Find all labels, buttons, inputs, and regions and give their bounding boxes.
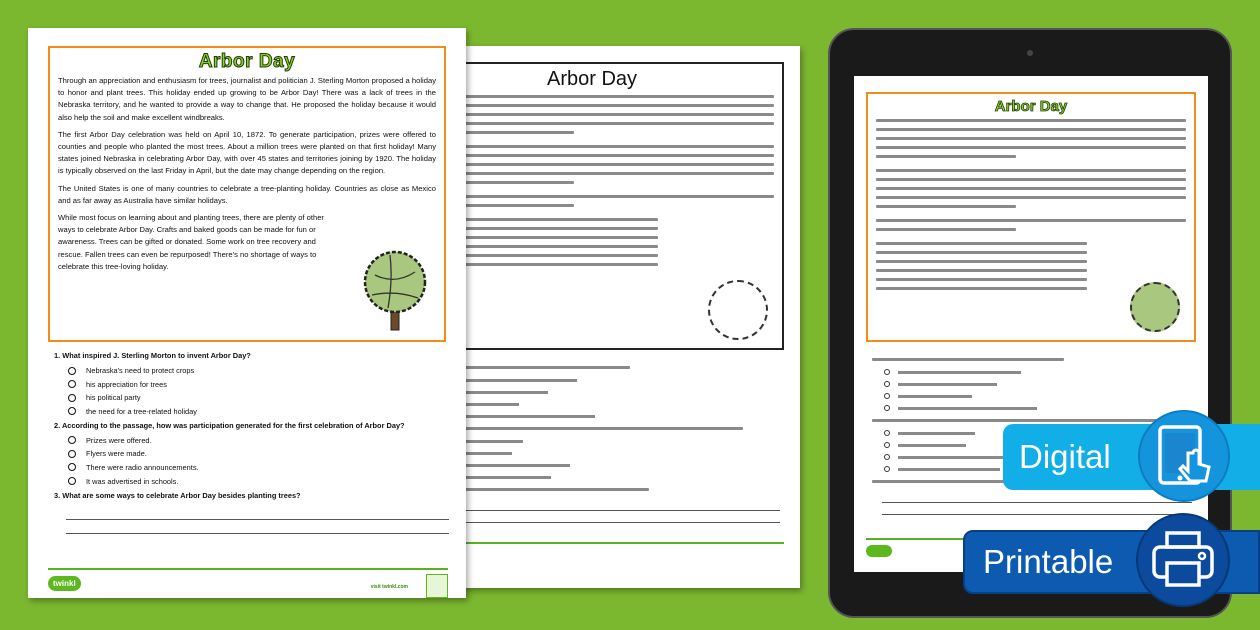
radio-button [884,454,890,460]
text-line-placeholder [876,287,1087,290]
tree-illustration-icon [1130,282,1180,332]
answer-option[interactable] [68,477,449,486]
tablet-screen [854,76,1208,572]
answer-option [418,438,780,444]
radio-button [884,466,890,472]
text-line-placeholder [876,178,1186,181]
visit-link[interactable]: visit twinkl.com [370,584,408,590]
paragraph: While most focus on learning about and planting trees, there are plenty of other ways to celebrate Arbor Day. Crafts and baked goods can be made for fun or awareness. Trees can be gifted or donated. Some work on tree recovery and rescue. Fallen trees can even be repurposed! There's no shortage of ways to celebrate this tree-loving holiday. [58,213,324,271]
radio-button[interactable] [68,463,76,471]
digital-label: Digital [1019,438,1111,475]
option-label: his appreciation for trees [86,379,167,389]
text-line-placeholder [898,407,1037,410]
text-line-placeholder [898,468,1000,471]
reading-passage-box [866,92,1196,342]
text-line-placeholder [876,128,1186,131]
answer-option [418,450,780,456]
radio-button [884,405,890,411]
radio-button[interactable] [68,407,76,415]
text-line-placeholder [876,187,1186,190]
text-line-placeholder [876,196,1186,199]
answer-line[interactable] [66,506,449,520]
radio-button [884,442,890,448]
text-line-placeholder [898,395,972,398]
answer-option [418,413,780,419]
reading-passage-box [48,46,446,342]
text-line-placeholder [898,456,1015,459]
answer-option[interactable] [68,436,449,445]
text-line-placeholder [876,251,1087,254]
answer-line [882,503,1192,515]
answer-option [884,369,1192,375]
radio-button[interactable] [68,450,76,458]
printer-icon [1136,513,1230,607]
option-label: Prizes were offered. [86,435,152,445]
radio-button [884,369,890,375]
answer-option [884,381,1192,387]
twinkl-logo-icon [866,545,892,557]
paragraph: The United States is one of many countries to celebrate a tree-planting holiday. Countries as close as Mexico and as far away as Australia have similar holidays. [58,183,436,205]
worksheet-title: Arbor Day [546,68,638,90]
text-line-placeholder [876,146,1186,149]
text-line-placeholder [898,383,997,386]
option-label: Flyers were made. [86,449,147,459]
question-3: 3. What are some ways to celebrate Arbor Day besides planting trees? [54,490,301,500]
answer-option[interactable] [68,366,449,375]
question-1: 1. What inspired J. Sterling Morton to invent Arbor Day? [54,351,251,360]
camera-icon [1027,50,1033,56]
answer-option [418,401,780,407]
answer-option [418,462,780,468]
option-label: There were radio announcements. [86,462,199,472]
worksheet-title: Arbor Day [198,51,296,72]
text-line-placeholder [876,219,1186,222]
radio-button [884,393,890,399]
quality-badge-icon [426,574,448,598]
paragraph: Through an appreciation and enthusiasm for trees, journalist and politician J. Sterling Morton proposed a holiday to honor and plant trees. This holiday ended up growing to be Arbor Day! There was a lack of trees in the Nebraska territory, and he wanted to provide a way to change that. He proposed the holiday because it would also help the soil and make excellent windbreaks. [58,76,436,122]
text-line-placeholder [876,260,1087,263]
tree-illustration-icon [708,280,768,340]
answer-option [418,389,780,395]
radio-button[interactable] [68,394,76,402]
option-label: It was advertised in schools. [86,476,179,486]
twinkl-logo: twinkl [48,576,81,591]
text-line-placeholder [898,432,975,435]
answer-line [416,499,780,511]
radio-button[interactable] [68,367,76,375]
text-line-placeholder [872,419,1160,422]
option-label: the need for a tree-related holiday [86,406,197,416]
paragraph: The first Arbor Day celebration was held on April 10, 1872. To generate participation, prizes were offered to counties and people who planted the most trees. About a million trees were planted on that first holiday! Many states joined Nebraska in celebrating Arbor Day, with over 45 states and territories joining by 1920. The holiday is typically observed on the last Friday in April, but the date may change depending on the region. [58,129,436,176]
text-line-placeholder [876,228,1016,231]
text-line-placeholder [876,269,1087,272]
text-line-placeholder [898,371,1021,374]
answer-line [882,491,1192,503]
questions-section [54,346,449,534]
answer-option [884,405,1192,411]
answer-option [418,377,780,383]
text-line-placeholder [876,155,1016,158]
answer-line[interactable] [66,520,449,534]
radio-button[interactable] [68,380,76,388]
answer-option [418,474,780,480]
radio-button[interactable] [68,436,76,444]
text-line-placeholder [876,137,1186,140]
worksheet-page-front [28,28,466,598]
answer-option[interactable] [68,380,449,389]
radio-button [884,381,890,387]
answer-option [884,393,1192,399]
tree-illustration-icon [360,250,430,332]
text-line-placeholder [876,205,1016,208]
printable-label: Printable [983,543,1114,580]
radio-button [884,430,890,436]
option-label: Nebraska's need to protect crops [86,366,195,375]
answer-option[interactable] [68,449,449,458]
text-line-placeholder [876,119,1186,122]
worksheet-title: Arbor Day [994,98,1068,115]
answer-option[interactable] [68,463,449,472]
text-line-placeholder [876,169,1186,172]
radio-button[interactable] [68,477,76,485]
answer-line [416,511,780,523]
tablet-touch-icon [1138,410,1230,502]
worksheet-footer [48,568,448,590]
text-line-placeholder [876,278,1087,281]
answer-option[interactable] [68,393,449,402]
text-line-placeholder [872,358,1064,361]
answer-option[interactable] [68,407,449,416]
question-2: 2. According to the passage, how was participation generated for the first celebration of Arbor Day? [54,420,405,430]
text-line-placeholder [876,242,1087,245]
text-line-placeholder [898,444,966,447]
option-label: his political party [86,393,141,403]
